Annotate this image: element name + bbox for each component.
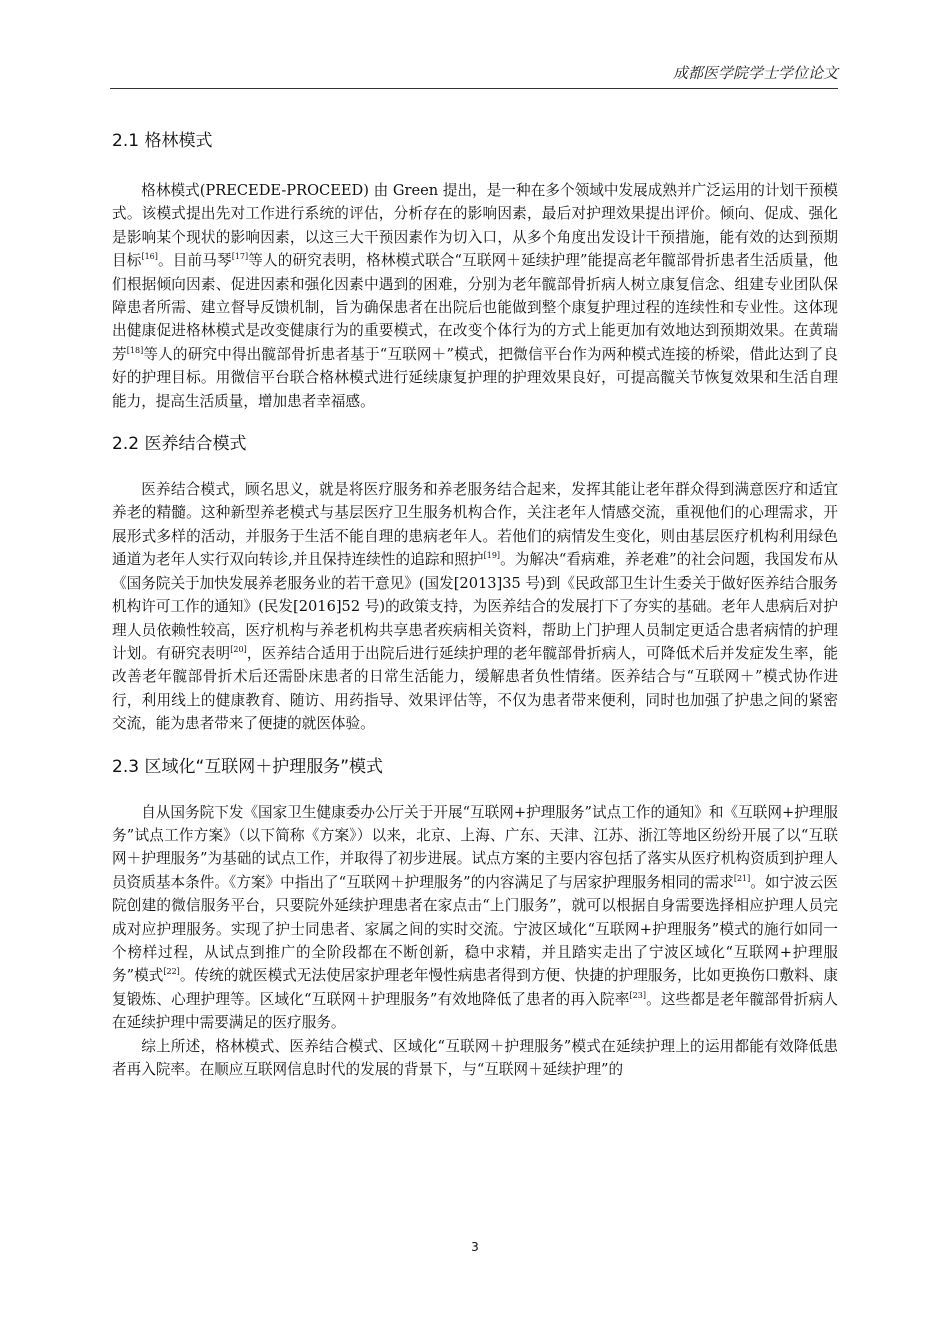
citation-ref: [17] [231,252,249,262]
header-rule [110,88,838,89]
paragraph-text: 。如宁波云医院创建的微信服务平台，只要院外延续护理患者在家点击“上门服务”，就可以根据自身需要选择相应护理人员完成对应护理服务。实现了护士同患者、家属之间的实时交流。宁波区域化“互联网+护理服务”模式的施行如同一个榜样过程，从试点到推广的全阶段都在不断创新，稳中求精，并且踏实走出了宁波区域化“互联网+护理服务”模式 [112,873,838,985]
section-heading-2-1: 2.1 格林模式 [112,131,213,151]
section-heading-2-3: 2.3 区域化“互联网＋护理服务”模式 [112,756,384,777]
paragraph-text: 。这些都是老年髋部骨折病人在延续护理中需要满足的医疗服务。 [112,990,838,1032]
paragraph-text: 。传统的就医模式无法使居家护理老年慢性病患者得到方便、快捷的护理服务，比如更换伤口敷料、康复锻炼、心理护理等。区域化“互联网＋护理服务”有效地降低了患者的再入院率 [112,967,838,1008]
page-body [112,118,838,1081]
citation-ref: [20] [230,645,247,655]
citation-ref: [23] [629,990,646,1000]
citation-ref: [21] [733,873,751,883]
paragraph [112,179,838,413]
citation-ref: [16] [141,252,158,262]
paragraph-text: 。目前马琴 [157,252,232,270]
paragraph [112,1035,838,1082]
paragraph-text: 自从国务院下发《国家卫生健康委办公厅关于开展“互联网+护理服务”试点工作的通知》和《互联网+护理服务”试点工作方案》（以下简称《方案》）以来，北京、上海、广东、天津、江苏、浙江等地区纷纷开展了以“互联网＋护理服务”为基础的试点工作，并取得了初步进展。试点方案的主要内容包括了落实从医疗机构资质到护理人员资质基本条件。《方案》中指出了“互联网＋护理服务”的内容满足了与居家护理服务相同的需求 [112,803,838,891]
paragraph-text: ，医养结合适用于出院后进行延续护理的老年髋部骨折病人，可降低术后并发症发生率，能改善老年髋部骨折术后还需卧床患者的日常生活能力，缓解患者负性情绪。医养结合与“互联网＋”模式协作进行，利用线上的健康教育、随访、用药指导、效果评估等，不仅为患者带来便利，同时也加强了护患之间的紧密交流，能为患者带来了便捷的就医体验。 [112,644,838,733]
paragraph-text: 等人的研究表明，格林模式联合“互联网＋延续护理”能提高老年髋部骨折患者生活质量，他们根据倾向因素、促进因素和强化因素中遇到的困难，分别为老年髋部骨折病人树立康复信念、组建专业团队保障患者所需、建立督导反馈机制，旨为确保患者在出院后也能做到整个康复护理过程的连续性和专业性。这体现出健康促进格林模式是改变健康行为的重要模式，在改变个体行为的方式上能更加有效地达到预期效果。在黄瑞芳 [112,252,838,363]
paragraph-text: 医养结合模式，顾名思义，就是将医疗服务和养老服务结合起来，发挥其能让老年群众得到满意医疗和适宜养老的精髓。这种新型养老模式与基层医疗卫生服务机构合作，关注老年人情感交流，重视他们的心理需求，开展形式多样的活动，并服务于生活不能自理的患病老年人。若他们的病情发生变化，则由基层医疗机构利用绿色通道为老年人实行双向转诊,并且保持连续性的追踪和照护 [112,481,838,569]
paragraph-text: 格林模式(PRECEDE-PROCEED) 由 Green 提出，是一种在多个领域中发展成熟并广泛运用的计划干预模式。该模式提出先对工作进行系统的评估，分析存在的影响因素，最后对护理效果提出评价。倾向、促成、强化是影响某个现状的影响因素，以这三大干预因素作为切入口，从多个角度出发设计干预措施，能有效的达到预期目标 [112,182,838,270]
page-number: 3 [471,1240,479,1254]
paragraph-text: 。为解决“看病难，养老难”的社会问题，我国发布从《国务院关于加快发展养老服务业的若干意见》(国发[2013]35 号)到《民政部卫生计生委关于做好医养结合服务机构许可工作的通知》(民发[2016]52 号)的政策支持，为医养结合的发展打下了夯实的基础。老年人患病后对护理人员依赖性较高，医疗机构与养老机构共享患者疾病相关资料，帮助上门护理人员制定更适合患者病情的护理计划。有研究表明 [112,551,838,662]
citation-ref: [18] [126,345,144,355]
running-header: 成都医学院学士学位论文 [672,64,838,82]
citation-ref: [22] [163,967,180,977]
paragraph [112,801,838,1035]
paragraph-text: 综上所述，格林模式、医养结合模式、区域化“互联网＋护理服务”模式在延续护理上的运用都能有效降低患者再入院率。在顺应互联网信息时代的发展的背景下，与“互联网＋延续护理”的 [112,1037,838,1078]
paragraph [112,478,838,735]
citation-ref: [19] [483,551,501,561]
section-heading-2-2: 2.2 医养结合模式 [112,434,247,455]
paragraph-text: 等人的研究中得出髋部骨折患者基于“互联网＋”模式，把微信平台作为两种模式连接的桥梁，借此达到了良好的护理目标。用微信平台联合格林模式进行延续康复护理的护理效果良好，可提高髋关节恢复效果和生活自理能力，提高生活质量，增加患者幸福感。 [112,345,838,410]
